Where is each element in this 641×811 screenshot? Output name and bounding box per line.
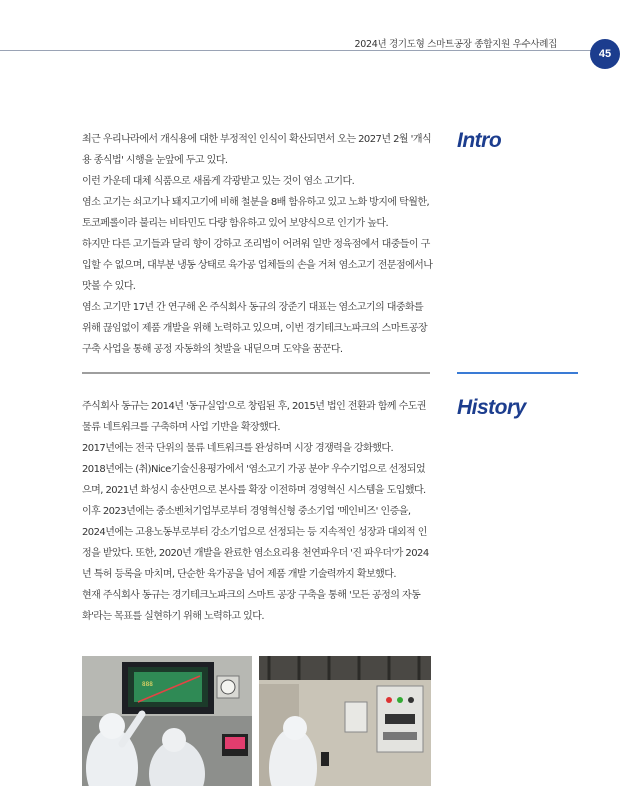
history-heading: History	[457, 396, 526, 419]
intro-paragraph: 이런 가운데 대체 식품으로 새롭게 각광받고 있는 것이 염소 고기다.	[82, 176, 355, 187]
history-paragraph: 이후 2023년에는 중소벤처기업부로부터 경영혁신형 중소기업 '메인비즈' 인증을, 2024년에는 고용노동부로부터 강소기업으로 선정되는 등 지속적인 성장과 대외적 인정을 받았다. 또한, 2020년 개발을 완료한 염소요리용 천연파우더 '진 파우더'가 2024년 특허 등록을 마치며, 단순한 육가공을 넘어 제품 개발 기술력까지 확보했다.	[82, 506, 429, 580]
history-paragraph: 현재 주식회사 동규는 경기테크노파크의 스마트 공장 구축을 통해 '모든 공정의 자동화'라는 목표를 실현하기 위해 노력하고 있다.	[82, 590, 421, 622]
intro-paragraph: 염소 고기만 17년 간 연구해 온 주식회사 동규의 장준기 대표는 염소고기의 대중화를 위해 끊임없이 제품 개발을 위해 노력하고 있으며, 이번 경기테크노파크의 스마트공장 구축 사업을 통해 공정 자동화의 첫발을 내딛으며 도약을 꿈꾼다.	[82, 302, 428, 355]
section-divider	[82, 372, 430, 374]
history-paragraph: 2018년에는 (취)Nice기술신용평가에서 '염소고기 가공 분야' 우수기업으로 선정되었으며, 2021년 화성시 송산면으로 본사를 확장 이전하며 경영혁신 시스템을 도입했다.	[82, 464, 426, 496]
intro-body	[82, 129, 434, 360]
history-body	[82, 396, 434, 627]
publication-title: 2024년 경기도형 스마트공장 종합지원 우수사례집	[354, 39, 557, 50]
svg-text:888: 888	[142, 681, 153, 688]
header-divider	[0, 50, 592, 51]
intro-paragraph: 최근 우리나라에서 개식용에 대한 부정적인 인식이 확산되면서 오는 2027년 2월 '개식용 종식법' 시행을 눈앞에 두고 있다.	[82, 134, 432, 166]
factory-photo-monitoring	[82, 656, 252, 786]
history-paragraph: 주식회사 동규는 2014년 '동규실업'으로 창립된 후, 2015년 법인 전환과 함께 수도권 물류 네트워크를 구축하며 사업 기반을 확장했다.	[82, 401, 427, 433]
intro-heading: Intro	[457, 129, 502, 152]
page-number-badge: 45	[590, 39, 620, 69]
history-paragraph: 2017년에는 전국 단위의 물류 네트워크를 완성하며 시장 경쟁력을 강화했다.	[82, 443, 394, 454]
intro-paragraph: 염소 고기는 쇠고기나 돼지고기에 비해 철분을 8배 함유하고 있고 노화 방지에 탁월한, 토코페롤이라 불리는 비타민도 다량 함유하고 있어 보양식으로 인기가 높다.	[82, 197, 430, 229]
factory-photo-control-panel	[259, 656, 431, 786]
section-accent-divider	[457, 372, 578, 374]
intro-paragraph: 하지만 다른 고기들과 달리 향이 강하고 조리법이 어려워 일반 정육점에서 대중들이 구입할 수 없으며, 대부분 냉동 상태로 육가공 업체들의 손을 거쳐 염소고기 전문점에서나 맛볼 수 있다.	[82, 239, 433, 292]
